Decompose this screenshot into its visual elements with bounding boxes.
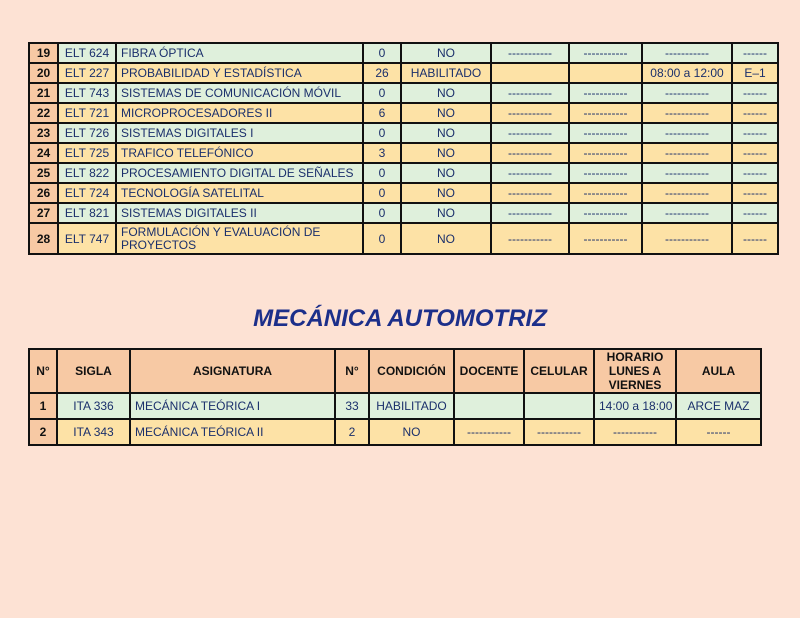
cell-asignatura: MECÁNICA TEÓRICA I — [130, 393, 335, 419]
cell-num: 19 — [29, 43, 58, 63]
cell-celular: ----------- — [569, 103, 642, 123]
table-row — [29, 419, 761, 445]
cell-aula: ------ — [732, 143, 778, 163]
table-row — [29, 393, 761, 419]
cell-asignatura: FIBRA ÓPTICA — [116, 43, 363, 63]
cell-condicion: NO — [401, 103, 491, 123]
cell-celular: ----------- — [569, 163, 642, 183]
cell-celular: ----------- — [524, 419, 594, 445]
cell-num: 1 — [29, 393, 57, 419]
cell-condicion: NO — [401, 163, 491, 183]
cell-celular — [569, 63, 642, 83]
cell-sigla: ELT 747 — [58, 223, 116, 254]
cell-num: 26 — [29, 183, 58, 203]
cell-num: 21 — [29, 83, 58, 103]
cell-n: 0 — [363, 43, 401, 63]
cell-docente: ----------- — [491, 143, 569, 163]
cell-horario: ----------- — [642, 43, 732, 63]
cell-docente: ----------- — [491, 123, 569, 143]
cell-n: 33 — [335, 393, 369, 419]
cell-num: 2 — [29, 419, 57, 445]
cell-n: 26 — [363, 63, 401, 83]
header-row — [29, 349, 761, 393]
cell-asignatura: TRAFICO TELEFÓNICO — [116, 143, 363, 163]
cell-aula: ARCE MAZ — [676, 393, 761, 419]
header-condicion: CONDICIÓN — [369, 349, 454, 393]
header-celular: CELULAR — [524, 349, 594, 393]
table-row — [29, 183, 778, 203]
cell-celular: ----------- — [569, 203, 642, 223]
cell-celular — [524, 393, 594, 419]
cell-asignatura: PROBABILIDAD Y ESTADÍSTICA — [116, 63, 363, 83]
cell-n: 0 — [363, 203, 401, 223]
table-row — [29, 103, 778, 123]
cell-celular: ----------- — [569, 223, 642, 254]
cell-num: 22 — [29, 103, 58, 123]
cell-condicion: NO — [401, 203, 491, 223]
cell-aula: ------ — [732, 163, 778, 183]
cell-docente: ----------- — [491, 43, 569, 63]
cell-n: 0 — [363, 123, 401, 143]
cell-n: 6 — [363, 103, 401, 123]
cell-n: 0 — [363, 183, 401, 203]
cell-asignatura: MECÁNICA TEÓRICA II — [130, 419, 335, 445]
cell-aula: ------ — [732, 83, 778, 103]
cell-aula: ------ — [732, 43, 778, 63]
cell-celular: ----------- — [569, 143, 642, 163]
header-n: N° — [335, 349, 369, 393]
cell-horario: ----------- — [594, 419, 676, 445]
cell-sigla: ELT 726 — [58, 123, 116, 143]
cell-aula: E–1 — [732, 63, 778, 83]
section-title: MECÁNICA AUTOMOTRIZ — [253, 305, 547, 332]
cell-condicion: NO — [401, 123, 491, 143]
cell-sigla: ELT 725 — [58, 143, 116, 163]
table-row — [29, 203, 778, 223]
cell-num: 23 — [29, 123, 58, 143]
cell-aula: ------ — [676, 419, 761, 445]
cell-aula: ------ — [732, 203, 778, 223]
cell-celular: ----------- — [569, 43, 642, 63]
cell-aula: ------ — [732, 183, 778, 203]
cell-num: 20 — [29, 63, 58, 83]
cell-asignatura: MICROPROCESADORES II — [116, 103, 363, 123]
cell-sigla: ELT 227 — [58, 63, 116, 83]
cell-horario: 08:00 a 12:00 — [642, 63, 732, 83]
cell-docente — [491, 63, 569, 83]
cell-asignatura: SISTEMAS DIGITALES II — [116, 203, 363, 223]
cell-num: 28 — [29, 223, 58, 254]
cell-docente: ----------- — [491, 163, 569, 183]
cell-celular: ----------- — [569, 183, 642, 203]
cell-n: 2 — [335, 419, 369, 445]
cell-condicion: NO — [401, 83, 491, 103]
electronica-table — [28, 42, 779, 255]
cell-horario: ----------- — [642, 103, 732, 123]
mecanica-table — [28, 348, 762, 446]
cell-num: 25 — [29, 163, 58, 183]
cell-sigla: ITA 343 — [57, 419, 130, 445]
cell-docente: ----------- — [491, 223, 569, 254]
header-asignatura: ASIGNATURA — [130, 349, 335, 393]
table-row — [29, 163, 778, 183]
cell-aula: ------ — [732, 103, 778, 123]
cell-horario: ----------- — [642, 223, 732, 254]
cell-docente: ----------- — [491, 203, 569, 223]
cell-celular: ----------- — [569, 123, 642, 143]
cell-sigla: ELT 624 — [58, 43, 116, 63]
cell-num: 24 — [29, 143, 58, 163]
cell-horario: ----------- — [642, 203, 732, 223]
cell-aula: ------ — [732, 223, 778, 254]
cell-docente — [454, 393, 524, 419]
cell-condicion: NO — [369, 419, 454, 445]
cell-condicion: NO — [401, 43, 491, 63]
cell-sigla: ELT 724 — [58, 183, 116, 203]
cell-asignatura: SISTEMAS DE COMUNICACIÓN MÓVIL — [116, 83, 363, 103]
cell-horario: ----------- — [642, 163, 732, 183]
header-horario: HORARIO LUNES A VIERNES — [594, 349, 676, 393]
table-row — [29, 83, 778, 103]
cell-horario: 14:00 a 18:00 — [594, 393, 676, 419]
cell-asignatura: PROCESAMIENTO DIGITAL DE SEÑALES — [116, 163, 363, 183]
header-docente: DOCENTE — [454, 349, 524, 393]
cell-asignatura: SISTEMAS DIGITALES I — [116, 123, 363, 143]
cell-condicion: NO — [401, 183, 491, 203]
table-row — [29, 143, 778, 163]
cell-condicion: NO — [401, 143, 491, 163]
table-row — [29, 123, 778, 143]
cell-celular: ----------- — [569, 83, 642, 103]
table-row — [29, 43, 778, 63]
table-row — [29, 63, 778, 83]
cell-horario: ----------- — [642, 143, 732, 163]
cell-asignatura: TECNOLOGÍA SATELITAL — [116, 183, 363, 203]
cell-num: 27 — [29, 203, 58, 223]
cell-sigla: ELT 743 — [58, 83, 116, 103]
cell-sigla: ELT 821 — [58, 203, 116, 223]
cell-aula: ------ — [732, 123, 778, 143]
cell-docente: ----------- — [491, 103, 569, 123]
cell-docente: ----------- — [454, 419, 524, 445]
header-aula: AULA — [676, 349, 761, 393]
cell-sigla: ITA 336 — [57, 393, 130, 419]
cell-condicion: HABILITADO — [401, 63, 491, 83]
cell-condicion: HABILITADO — [369, 393, 454, 419]
cell-horario: ----------- — [642, 83, 732, 103]
cell-asignatura: FORMULACIÓN Y EVALUACIÓN DE PROYECTOS — [116, 223, 363, 254]
cell-n: 0 — [363, 163, 401, 183]
cell-n: 0 — [363, 83, 401, 103]
cell-docente: ----------- — [491, 183, 569, 203]
cell-docente: ----------- — [491, 83, 569, 103]
cell-sigla: ELT 721 — [58, 103, 116, 123]
cell-n: 3 — [363, 143, 401, 163]
header-num: N° — [29, 349, 57, 393]
table-row — [29, 223, 778, 254]
cell-sigla: ELT 822 — [58, 163, 116, 183]
cell-horario: ----------- — [642, 183, 732, 203]
cell-condicion: NO — [401, 223, 491, 254]
cell-n: 0 — [363, 223, 401, 254]
header-sigla: SIGLA — [57, 349, 130, 393]
cell-horario: ----------- — [642, 123, 732, 143]
